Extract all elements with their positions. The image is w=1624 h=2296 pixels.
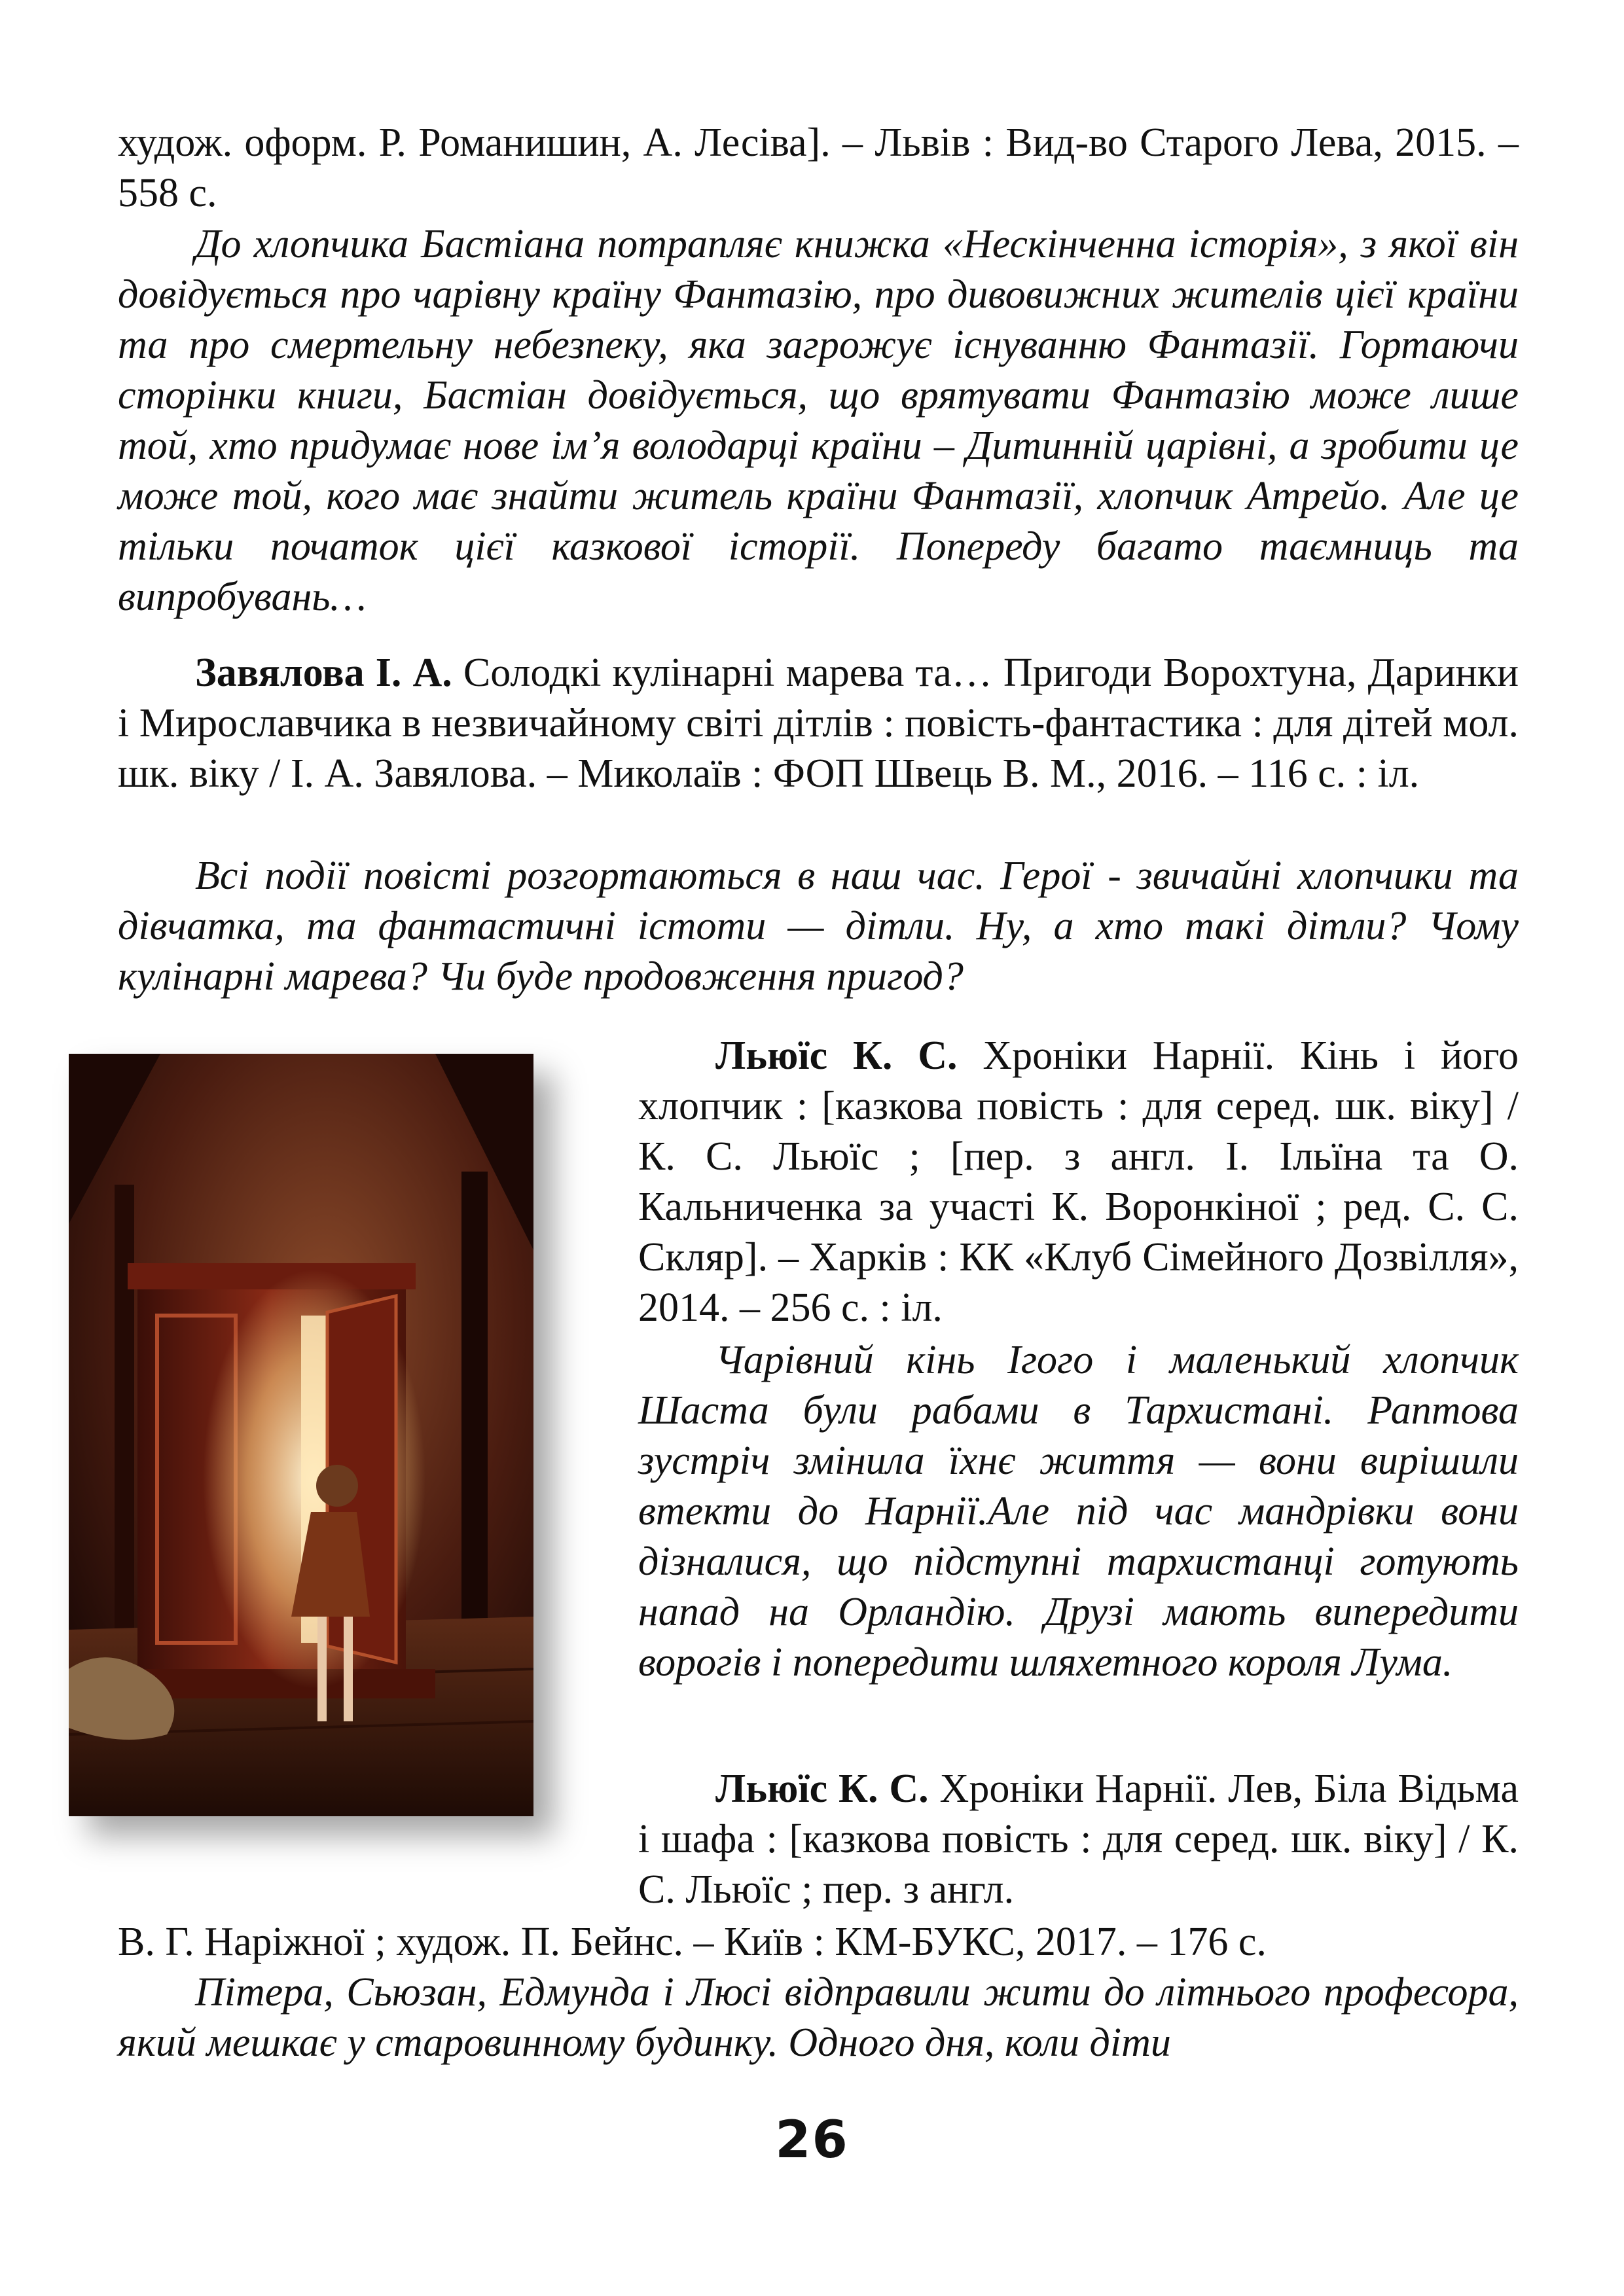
author-name: Завялова І. А.: [195, 651, 452, 695]
author-name: Льюїс К. С.: [715, 1767, 929, 1811]
book-cover-image: [69, 1054, 533, 1816]
annotation-neverending-story: До хлопчика Бастіана потрапляє книжка «Нескінченна історія», з якої він довідується про чарівну країну Фантазію, про дивовижних жителів цієї країни та про смертельну небезпеку, яка загрожує існуванню Фантазії. Гортаючи сторінки книги, Бастіан довідується, що врятувати Фантазію може лише той, хто придумає нове ім’я володарці країни – Дитинній царівні, а зробити це може той, кого має знайти житель країни Фантазії, хлопчик Атрейо. Але це тільки початок цієї казкової історії. Попереду багато таємниць та випробувань…: [118, 222, 1519, 619]
bib-entry-zavyalova: [118, 648, 1519, 799]
annotation-zavyalova: Всі події повісті розгортаються в наш час. Герої - звичайні хлопчики та дівчатка, та фантастичні істоти — дітли. Ну, а хто такі дітли? Чому кулінарні марева? Чи буде продовження пригод?: [118, 853, 1519, 999]
page-number: 26: [775, 2111, 849, 2170]
annotation-lion-witch-wardrobe: Пітера, Сьюзан, Едмунда і Люсі відправили жити до літнього професора, який мешкає у старовинному будинку. Одного дня, коли діти: [118, 1970, 1519, 2065]
bib-description: Солодкі кулінарні марева та… Пригоди Ворохтуна, Даринки і Мирославчика в незвичайному світі дітлів : повість-фантастика : для дітей мол. шк. віку / І. А. Завялова. – Миколаїв : ФОП Швець В. М., 2016. – 116 с. : іл.: [118, 651, 1519, 796]
bib-entry-horse-and-boy: [638, 1031, 1519, 1333]
bib-entry-continuation: худож. оформ. Р. Романишин, А. Лесіва]. – Львів : Вид-во Старого Лева, 2015. – 558 с.: [118, 120, 1519, 215]
bib-description: Хроніки Нарнії. Кінь і його хлопчик : [казкова повість : для серед. шк. віку] / К. С. Льюїс ; [пер. з англ. І. Ільїна та О. Кальниченка за участі К. Воронкіної ; ред. С. С. Скляр]. – Харків : КК «Клуб Сімейного Дозвілля», 2014. – 256 с. : іл.: [638, 1033, 1519, 1330]
bib-entry-lion-witch-wardrobe-cont: В. Г. Наріжної ; худож. П. Бейнс. – Київ : КМ-БУКС, 2017. – 176 с.: [118, 1920, 1267, 1964]
wardrobe-illustration: [69, 1054, 533, 1816]
annotation-horse-and-boy: Чарівний кінь Ігого і маленький хлопчик Шаста були рабами в Тархистані. Раптова зустріч змінила їхнє життя — вони вирішили втекти до Нарнії.Але під час мандрівки вони дізналися, що підступні тархистанці готують напад на Орландію. Друзі мають випередити ворогів і попередити шляхетного короля Лума.: [638, 1338, 1519, 1685]
bib-description: Хроніки Нарнії. Лев, Біла Відьма і шафа : [казкова повість : для серед. шк. віку] / К. С. Льюїс ; пер. з англ.: [638, 1767, 1519, 1912]
bib-entry-lion-witch-wardrobe: [638, 1764, 1519, 1915]
author-name: Льюїс К. С.: [715, 1033, 958, 1078]
